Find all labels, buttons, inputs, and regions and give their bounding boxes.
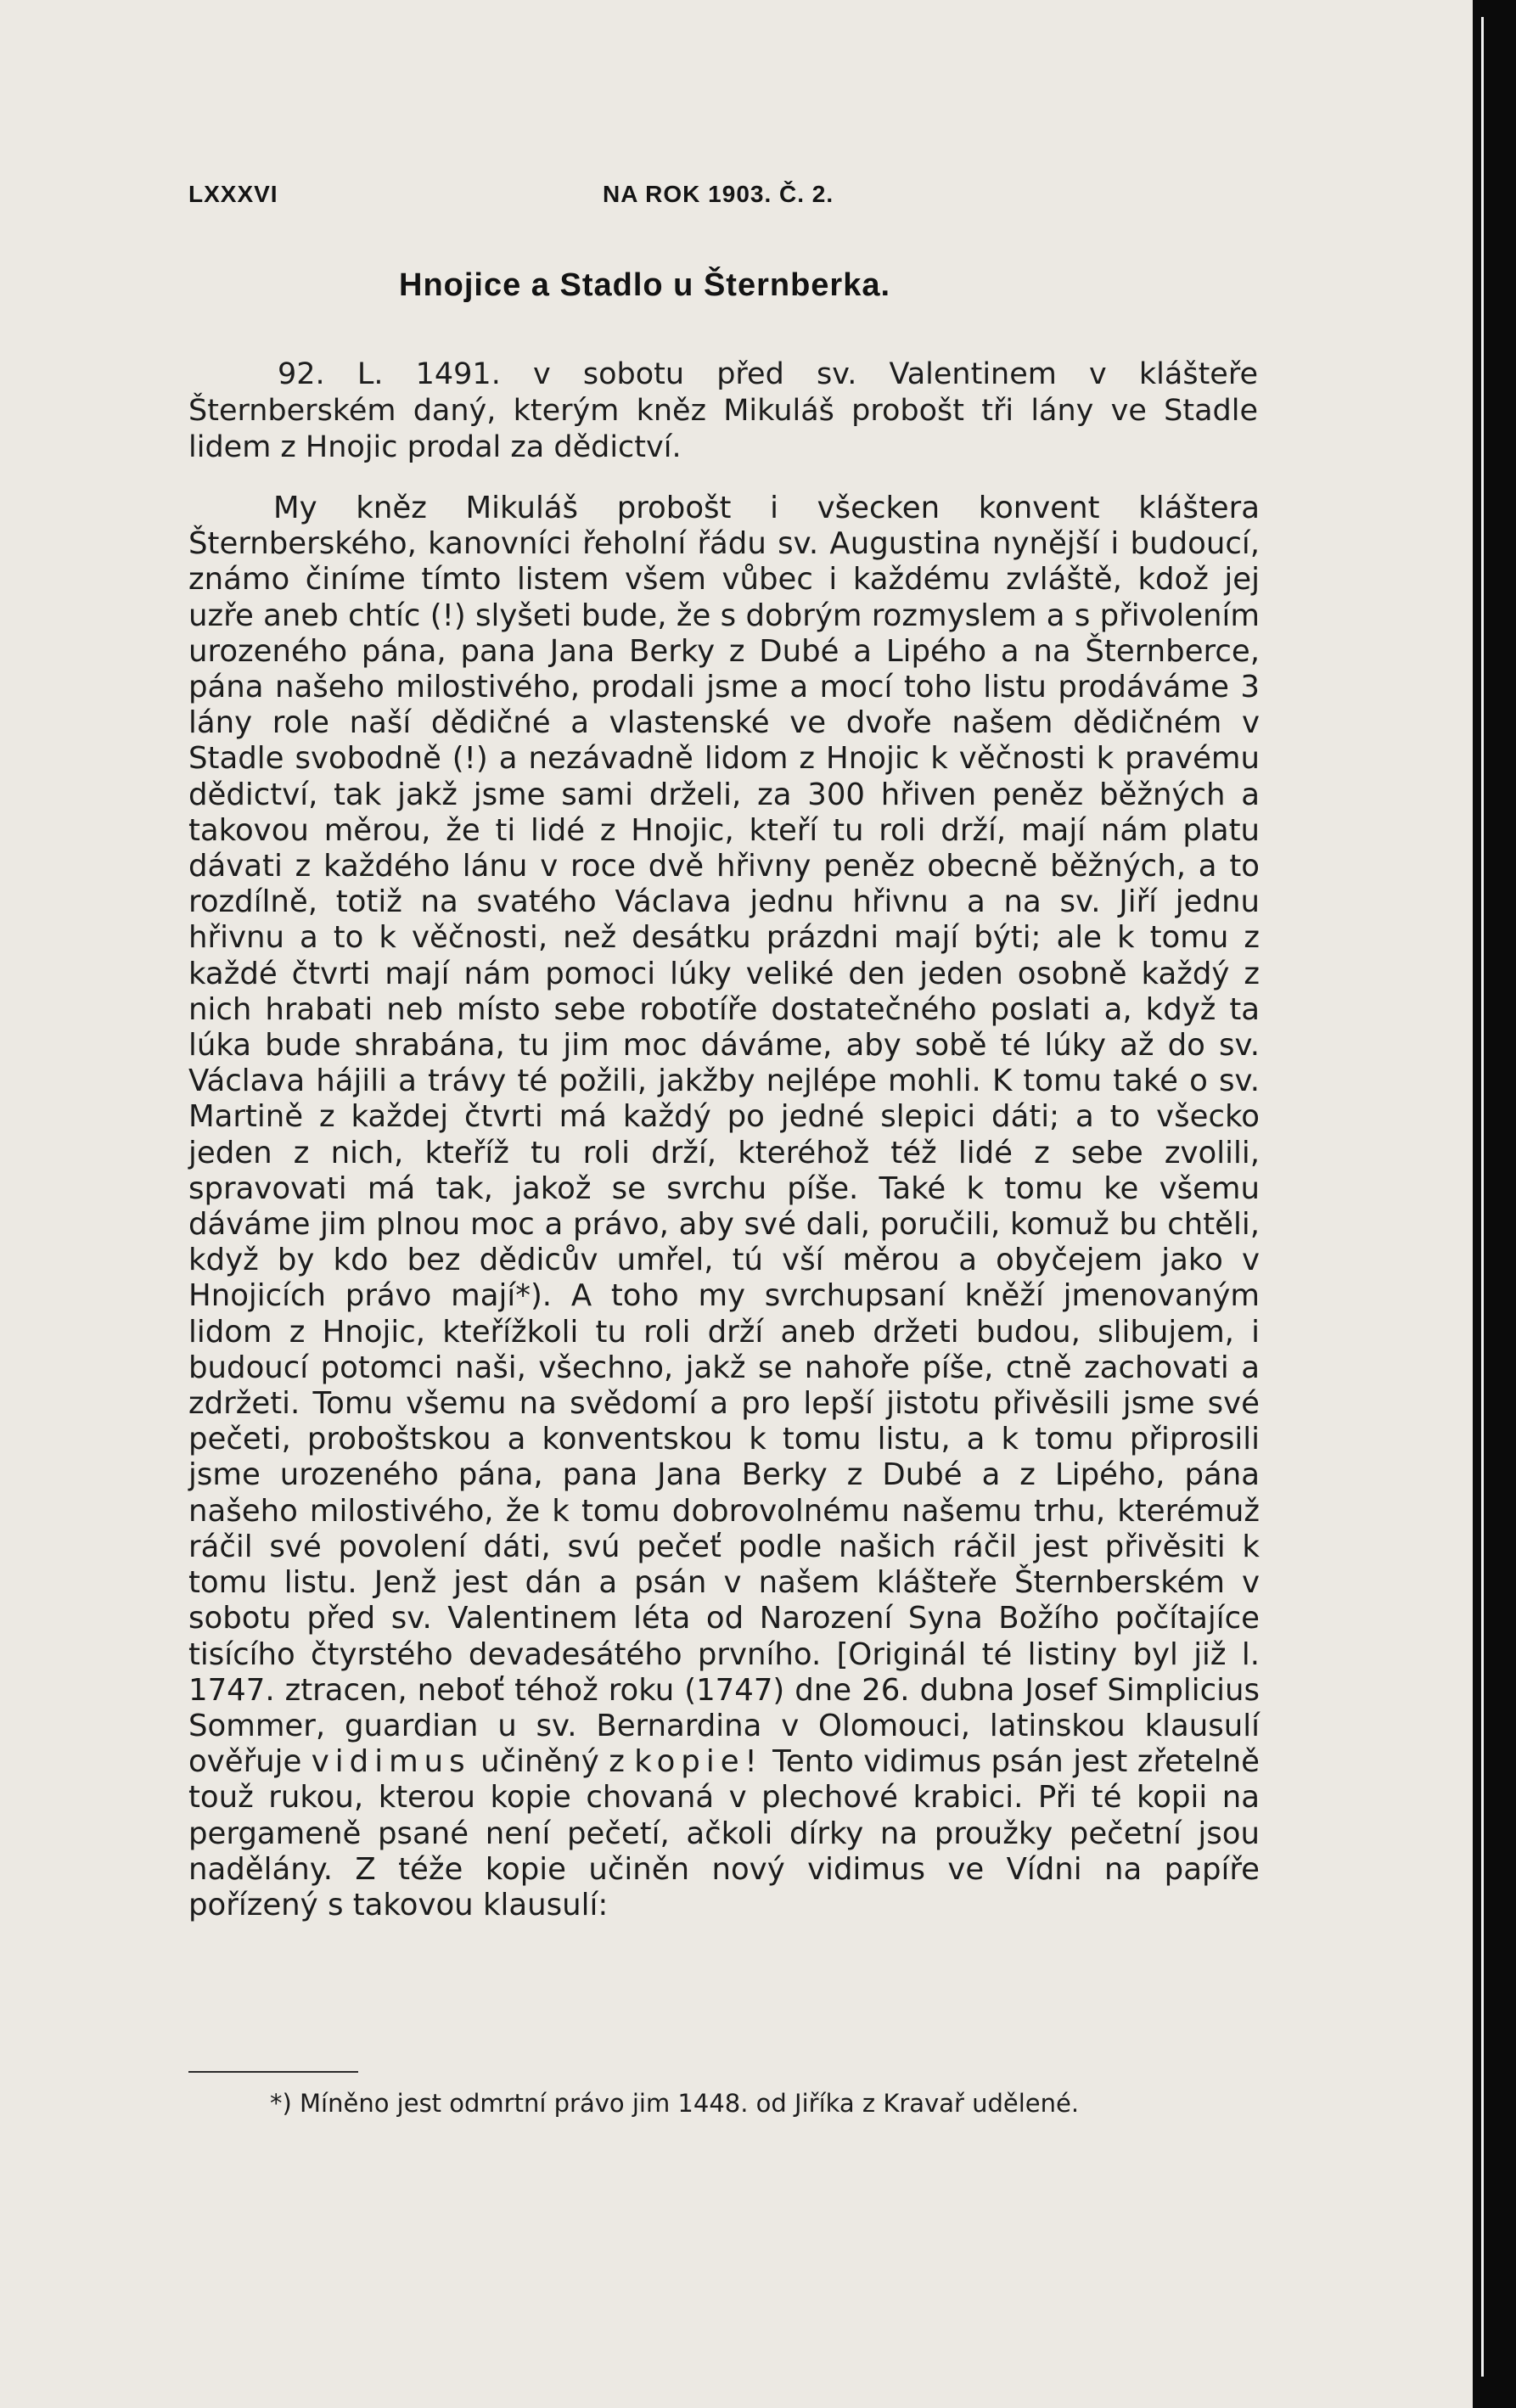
section-title: Hnojice a Stadlo u Šternberka. xyxy=(399,267,891,303)
body-text-part-1: My kněz Mikuláš probošt i všecken konvent kláštera Šternberského, kanovníci řeholní řádu sv. Augustina nynější i budoucí, známo činíme tímto listem všem vůbec i každému zvláště, kdož jej uzře aneb chtíc (!) slyšeti bude, že s dobrým rozmyslem a s přivolením urozeného pána, pana Jana Berky z Dubé a Lipého a na Šternberce, pána našeho milostivého, prodali jsme a mocí toho listu prodáváme 3 lány role naší dědičné a vlastenské ve dvoře našem dědičném v Stadle svobodně (!) a nezávadně lidom z Hnojic k věčnosti k pravému dědictví, tak jakž jsme sami drželi, za 300 hřiven peněz běžných a takovou měrou, že ti lidé z Hnojic, kteří tu roli drží, mají nám platu dávati z každého lánu v roce dvě hřivny peněz obecně běžných, a to rozdílně, totiž na svatého Václava jednu hřivnu a na sv. Jiří jednu hřivnu a to k věčnosti, než desátku prázdni mají býti; ale k tomu z každé čtvrti mají nám pomoci lúky veliké den jeden osobně každý z nich hrabati neb místo sebe robotíře dostatečného poslati a, když ta lúka bude shrabána, tu jim moc dáváme, aby sobě té lúky až do sv. Václava hájili a trávy té požili, jakžby nejlépe mohli. K tomu také o sv. Martině z každej čtvrti má každý po jedné slepici dáti; a to všecko jeden z nich, kteříž tu roli drží, kteréhož též lidé z sebe zvolili, spravovati má tak, jakož se svrchu píše. Také k tomu ke všemu dáváme jim plnou moc a právo, aby své dali, poručili, komuž bu chtěli, když by kdo bez dědicův umřel, tú vší měrou a obyčejem jako v Hnojicích právo mají*). A toho my svrchupsaní kněží jmenovaným lidom z Hnojic, kteřížkoli tu roli drží aneb držeti budou, slibujem, i budoucí potomci naši, všechno, jakž se nahoře píše, ctně zachovati a zdržeti. Tomu všemu na svědomí a pro lepší jistotu přivěsili jsme své pečeti, proboštskou a konventskou k tomu listu, a k tomu připrosili jsme urozeného pána, pana Jana Berky z Dubé a z Lipého, pána našeho milostivého, že k tomu dobrovolnému našemu trhu, kterémuž ráčil své povolení dáti, svú pečeť podle našich ráčil jest přivěsiti k tomu listu. Jenž jest dán a psán v našem klášteře Šternberském v sobotu před sv. Valentinem léta od Narození Syna Božího počítajíce tisícího čtyrstého devadesátého prvního. [Originál té listiny byl již l. 1747. ztracen, neboť téhož roku (1747) dne 26. dubna Josef Simplicius Sommer, guardian u sv. Bernardina v Olomouci, latinskou klausulí ověřuje xyxy=(188,491,1260,1780)
page-header xyxy=(188,181,1249,215)
scan-edge-line xyxy=(1481,17,1484,2377)
running-head: NA ROK 1903. Č. 2. xyxy=(603,181,834,207)
spaced-word-vidimus: vidimus xyxy=(311,1744,471,1780)
footnote-rule xyxy=(188,2071,358,2073)
body-text-part-3: Tento vidimus psán jest zřetelně touž rukou, kterou kopie chovaná v plechové krabici. Při té kopii na pergameně psané není pečetí, ačkoli dírky na proužky pečetní jsou nadělány. Z téže kopie učiněn nový vidimus ve Vídni na papíře pořízený s takovou klausulí: xyxy=(188,1744,1260,1922)
document-regest: 92. L. 1491. v sobotu před sv. Valentinem v klášteře Šternberském daný, kterým kněz Mikuláš probošt tři lány ve Stadle lidem z Hnojic prodal za dědictví. xyxy=(188,357,1258,464)
spaced-word-kopie: kopie! xyxy=(634,1744,763,1780)
document-body xyxy=(188,491,1260,1923)
scan-edge-band xyxy=(1473,0,1516,2408)
footnote: *) Míněno jest odmrtní právo jim 1448. od Jiříka z Kravař udělené. xyxy=(270,2089,1080,2118)
folio-number: LXXXVI xyxy=(188,181,278,207)
body-text-part-2: učiněný z xyxy=(470,1744,635,1780)
